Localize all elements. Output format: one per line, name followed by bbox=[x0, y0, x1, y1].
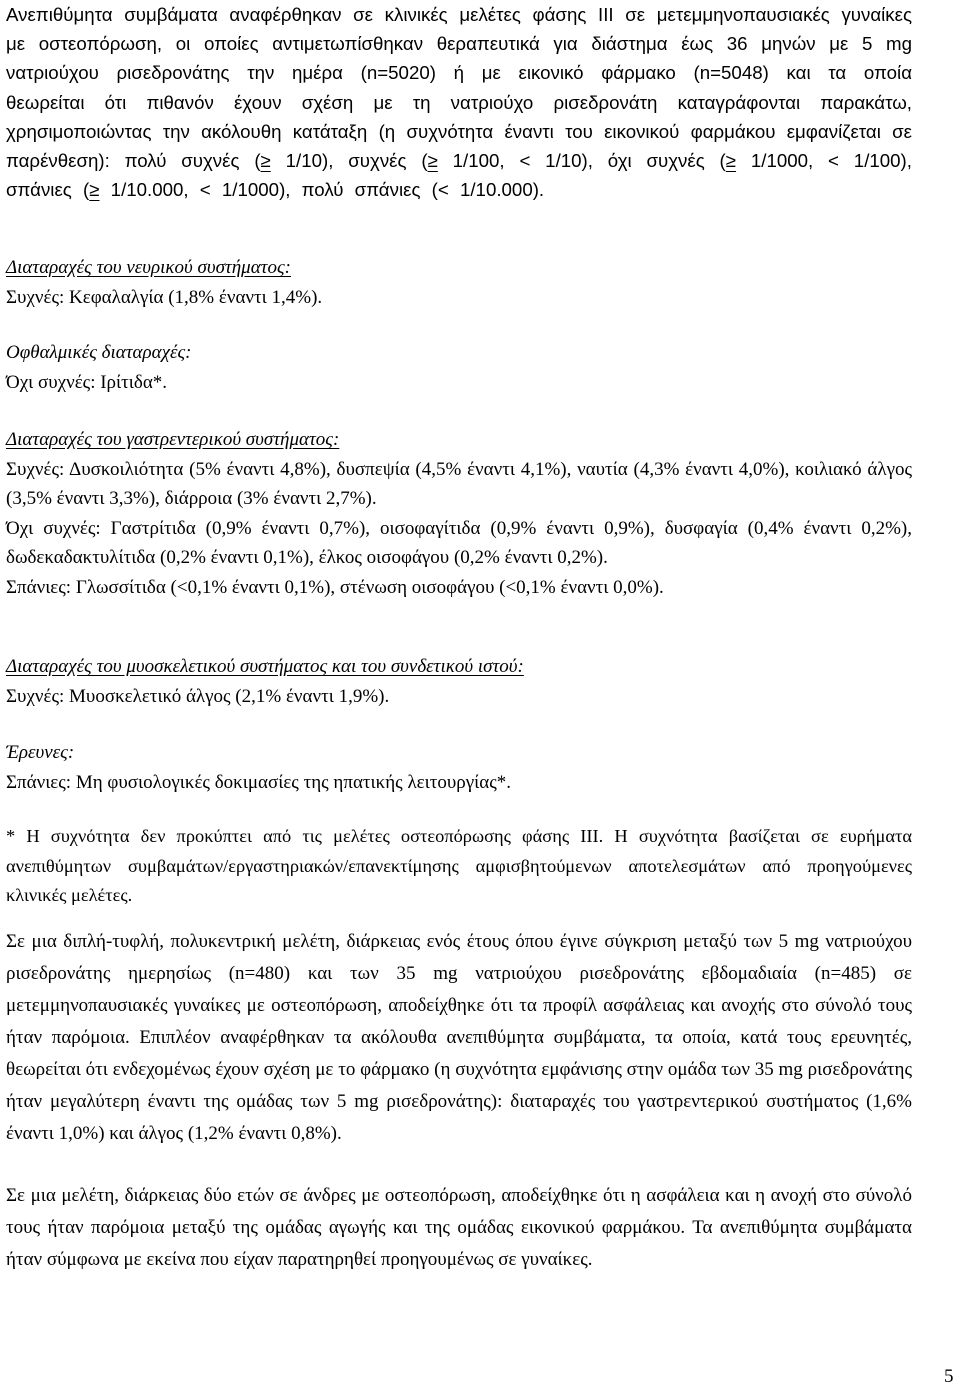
section-musculoskeletal bbox=[6, 652, 912, 711]
intro-text-5: 1/10.000, < 1/1000), πολύ σπάνιες (< 1/10.000). bbox=[99, 179, 545, 201]
ge-symbol-4: ≥ bbox=[89, 179, 100, 201]
section-heading: Οφθαλμικές διαταραχές: bbox=[6, 342, 192, 363]
section-line: Συχνές: Κεφαλαλγία (1,8% έναντι 1,4%). bbox=[6, 286, 323, 308]
section-heading: Διαταραχές του νευρικού συστήματος: bbox=[6, 257, 292, 278]
ge-symbol-2: ≥ bbox=[427, 150, 438, 172]
intro-paragraph bbox=[6, 0, 912, 204]
section-eye-disorders bbox=[6, 338, 912, 397]
comparison-study-paragraph: Σε μια διπλή-τυφλή, πολυκεντρική μελέτη, διάρκειας ενός έτους όπου έγινε σύγκριση μεταξύ των 5 mg νατριούχου ρισεδρονάτης ημερησίως (n=480) και των 35 mg νατριούχου ρισεδρονάτης εβδομαδιαία (n=485) σε μετεμμηνοπαυσιακές γυναίκες με οστεοπόρωση, αποδείχθηκε ότι τα προφίλ ασφάλειας και ανοχής στο σύνολό τους ήταν παρόμοια. Επιπλέον αναφέρθηκαν τα ακόλουθα ανεπιθύμητα συμβάματα, τα οποία, κατά τους ερευνητές, θεωρείται ότι ενδεχομένως έχουν σχέση με το φάρμακο (η συχνότητα εμφάνισης στην ομάδα των 35 mg ρισεδρονάτης ήταν μεγαλύτερη έναντι της ομάδας των 5 mg ρισεδρονάτης): διαταραχές του γαστρεντερικού συστήματος (1,6% έναντι 1,0%) και άλγος (1,2% έναντι 0,8%). bbox=[6, 931, 912, 1144]
section-line: Όχι συχνές: Ιρίτιδα*. bbox=[6, 371, 168, 393]
section-heading: Διαταραχές του γαστρεντερικού συστήματος: bbox=[6, 429, 340, 450]
section-investigations bbox=[6, 738, 912, 797]
ge-symbol-3: ≥ bbox=[725, 150, 737, 172]
section-line: Σπάνιες: Γλωσσίτιδα (<0,1% έναντι 0,1%), στένωση οισοφάγου (<0,1% έναντι 0,0%). bbox=[6, 576, 664, 598]
section-heading: Διαταραχές του μυοσκελετικού συστήματος και του συνδετικού ιστού: bbox=[6, 656, 524, 677]
intro-text-4: 1/1000, < 1/100), σπάνιες ( bbox=[6, 150, 912, 201]
section-line: Σπάνιες: Μη φυσιολογικές δοκιμασίες της ηπατικής λειτουργίας*. bbox=[6, 771, 512, 793]
section-line: Συχνές: Μυοσκελετικό άλγος (2,1% έναντι 1,9%). bbox=[6, 685, 390, 707]
section-heading: Έρευνες: bbox=[6, 742, 75, 763]
section-line: Όχι συχνές: Γαστρίτιδα (0,9% έναντι 0,7%), οισοφαγίτιδα (0,9% έναντι 0,9%), δυσφαγία (0,4% έναντι 0,2%), δωδεκαδακτυλίτιδα (0,2% έναντι 0,1%), έλκος οισοφάγου (0,2% έναντι 0,2%). bbox=[6, 517, 912, 568]
intro-text-2: 1/10), συχνές ( bbox=[270, 150, 428, 172]
page-number: 5 bbox=[944, 1366, 954, 1387]
section-nervous-system bbox=[6, 253, 912, 312]
intro-text-1: Ανεπιθύμητα συμβάματα αναφέρθηκαν σε κλινικές μελέτες φάσης ΙΙΙ σε μετεμμηνοπαυσιακές γυναίκες με οστεοπόρωση, οι οποίες αντιμετωπίσθηκαν θεραπευτικά για διάστημα έως 36 μηνών με 5 mg νατριούχου ρισεδρονάτης την ημέρα (n=5020) ή με εικονικό φάρμακο (n=5048) και τα οποία θεωρείται ότι πιθανόν έχουν σχέση με τη νατριούχο ρισεδρονάτη καταγράφονται παρακάτω, χρησιμοποιώντας την ακόλουθη κατάταξη (η συχνότητα έναντι του εικονικού φαρμάκου εμφανίζεται σε παρένθεση): πολύ συχνές ( bbox=[6, 4, 912, 172]
footnote: * Η συχνότητα δεν προκύπτει από τις μελέτες οστεοπόρωσης φάσης ΙΙΙ. Η συχνότητα βασίζεται σε ευρήματα ανεπιθύμητων συμβαμάτων/εργαστηριακών/επανεκτίμησης αμφισβητούμενων αποτελεσμάτων από προηγούμενες κλινικές μελέτες. bbox=[6, 826, 912, 905]
intro-text-3: 1/100, < 1/10), όχι συχνές ( bbox=[437, 150, 726, 172]
ge-symbol-1: ≥ bbox=[260, 150, 271, 172]
section-line: Συχνές: Δυσκοιλιότητα (5% έναντι 4,8%), δυσπεψία (4,5% έναντι 4,1%), ναυτία (4,3% έναντι 4,0%), κοιλιακό άλγος (3,5% έναντι 3,3%), διάρροια (3% έναντι 2,7%). bbox=[6, 458, 912, 509]
section-gastrointestinal bbox=[6, 425, 912, 602]
male-study-paragraph: Σε μια μελέτη, διάρκειας δύο ετών σε άνδρες με οστεοπόρωση, αποδείχθηκε ότι η ασφάλεια και η ανοχή στο σύνολό τους ήταν παρόμοια μεταξύ της ομάδας αγωγής και της ομάδας εικονικού φαρμάκου. Τα ανεπιθύμητα συμβάματα ήταν σύμφωνα με εκείνα που είχαν παρατηρηθεί προηγουμένως σε γυναίκες. bbox=[6, 1185, 912, 1270]
